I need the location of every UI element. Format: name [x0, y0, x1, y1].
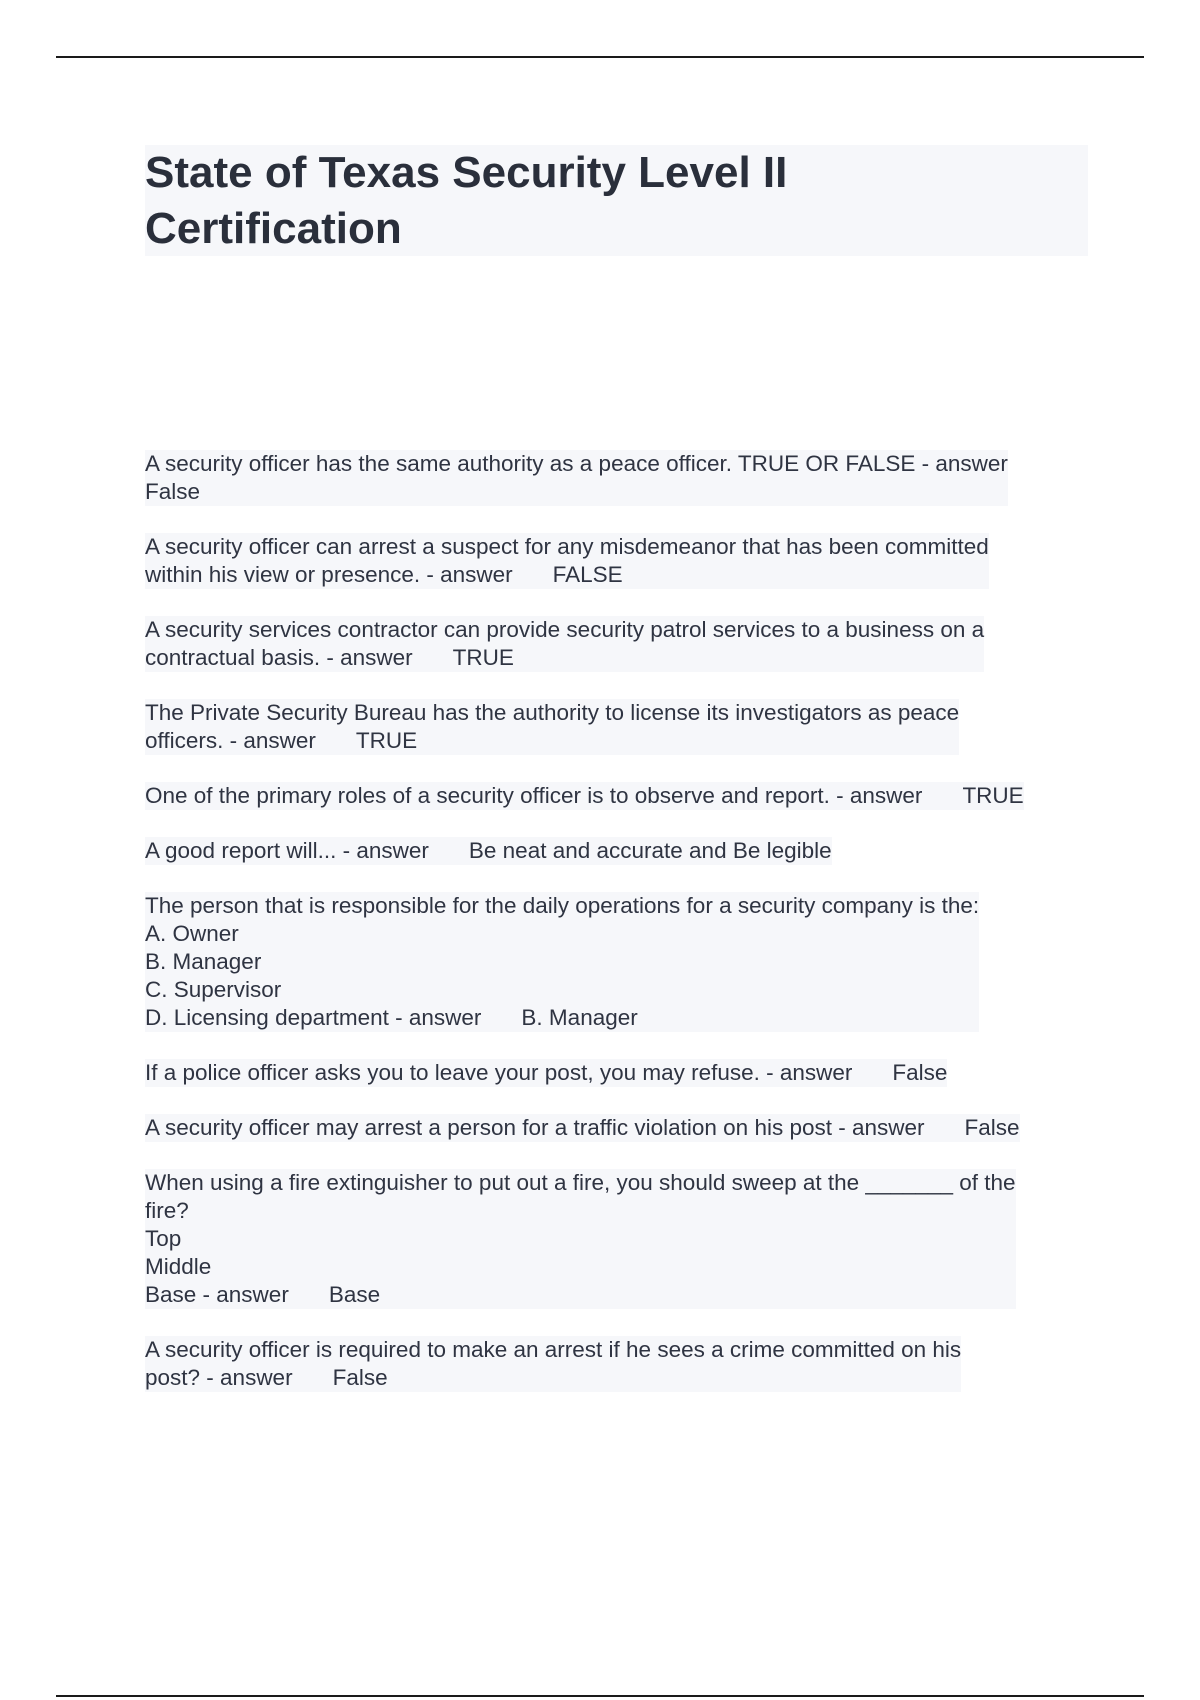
document-title [145, 145, 1088, 257]
question-text: The person that is responsible for the daily operations for a security company is the: A. Owner B. Manager C. Supervisor D. Licensing department - answer [145, 893, 980, 1030]
question-text: A security services contractor can provide security patrol services to a business on a contractual basis. - answer [145, 617, 985, 670]
qa-item [145, 1169, 1095, 1309]
qa-text [145, 616, 984, 672]
qa-text [145, 892, 979, 1032]
qa-text [145, 837, 832, 865]
title-line-2: Certification [145, 204, 402, 253]
qa-text [145, 699, 959, 755]
question-text: When using a fire extinguisher to put out a fire, you should sweep at the _______ of the fire? Top Middle Base - answer [145, 1170, 1016, 1307]
qa-item [145, 1336, 1095, 1392]
answer-text: False [964, 1115, 1020, 1140]
question-text: A security officer can arrest a suspect for any misdemeanor that has been committed within his view or presence. - answer [145, 534, 989, 587]
qa-item [145, 1059, 1095, 1087]
question-text: One of the primary roles of a security officer is to observe and report. - answer [145, 783, 923, 808]
answer-text: B. Manager [521, 1005, 638, 1030]
answer-text: False [332, 1365, 388, 1390]
qa-list [145, 450, 1095, 1392]
question-text: The Private Security Bureau has the authority to license its investigators as peace officers. - answer [145, 700, 960, 753]
qa-item [145, 616, 1095, 672]
qa-text [145, 1059, 947, 1087]
answer-text: Be neat and accurate and Be legible [468, 838, 832, 863]
title-block [145, 145, 1088, 256]
qa-text [145, 450, 1008, 506]
qa-text [145, 1336, 961, 1392]
question-text: A security officer may arrest a person for a traffic violation on his post - answer [145, 1115, 925, 1140]
header-rule [56, 56, 1144, 58]
answer-text: TRUE [962, 783, 1024, 808]
footer-rule [56, 1695, 1144, 1697]
question-text: A good report will... - answer [145, 838, 429, 863]
qa-text [145, 782, 1024, 810]
qa-item [145, 782, 1095, 810]
qa-item [145, 837, 1095, 865]
question-text: If a police officer asks you to leave your post, you may refuse. - answer [145, 1060, 853, 1085]
qa-item [145, 450, 1095, 506]
qa-item [145, 699, 1095, 755]
qa-item [145, 533, 1095, 589]
answer-text: TRUE [355, 728, 418, 753]
answer-text: FALSE [552, 562, 623, 587]
qa-text [145, 1169, 1016, 1309]
question-text: A security officer has the same authority as a peace officer. TRUE OR FALSE - answer False [145, 451, 1008, 504]
answer-text: False [892, 1060, 948, 1085]
qa-item [145, 892, 1095, 1032]
qa-text [145, 1114, 1020, 1142]
answer-text: Base [328, 1282, 381, 1307]
qa-text [145, 533, 989, 589]
question-text: A security officer is required to make an arrest if he sees a crime committed on his post? - answer [145, 1337, 962, 1390]
title-line-1: State of Texas Security Level II [145, 148, 788, 197]
qa-item [145, 1114, 1095, 1142]
answer-text: TRUE [452, 645, 514, 670]
